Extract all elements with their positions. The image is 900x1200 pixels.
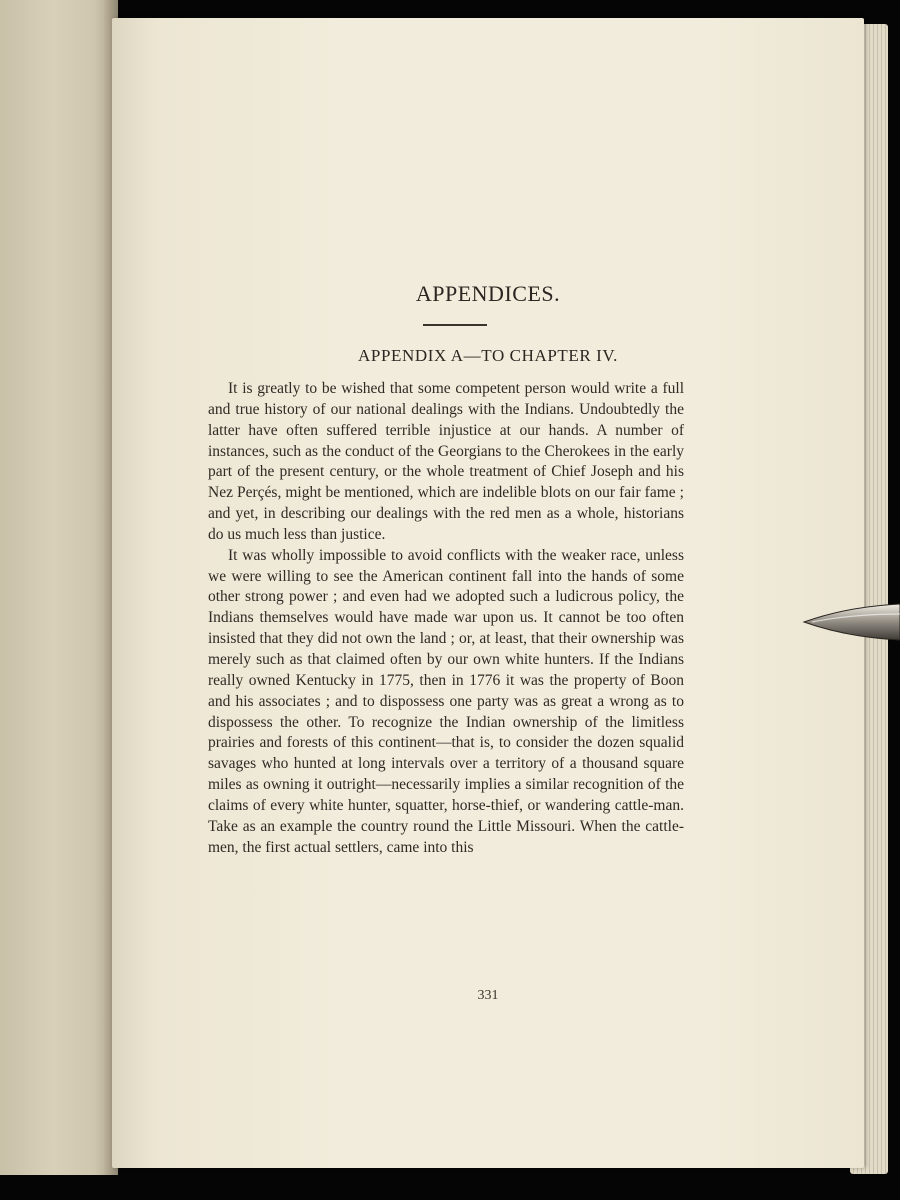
paragraph-2: It was wholly impossible to avoid conflicts with the weaker race, unless we were willing to see the American continent fall into the hands of some other strong power ; and even had we adopted such a ludicrous policy, the Indians themselves would have made war upon us. It cannot be too often insisted that they did not own the land ; or, at least, that their ownership was merely such as that claimed often by our own white hunters. If the Indians really owned Kentucky in 1775, then in 1776 it was the property of Boon and his associates ; and to dispossess one party was as great a wrong as to dispossess the other. To recognize the Indian ownership of the limitless prairies and forests of this continent—that is, to consider the dozen squalid savages who hunted at long intervals over a territory of a thousand square miles as owning it outright—necessarily implies a similar recognition of the claims of every white hunter, squatter, horse-thief, or wandering cattle-man. Take as an example the country round the Little Missouri. When the cattle-men, the first actual settlers, came into this [208, 546, 684, 856]
page-number: 331 [477, 988, 499, 1003]
page-heading: APPENDICES. [415, 281, 561, 306]
heading-rule [423, 324, 487, 326]
left-page [0, 0, 118, 1175]
paragraph-1: It is greatly to be wished that some competent person would write a full and true history of our national dealings with the Indians. Undoubtedly the latter have often suffered terrible injustice at our hands. A number of instances, such as the conduct of the Georgians to the Cherokees in the early part of the present century, or the whole treatment of Chief Joseph and his Nez Perçés, might be mentioned, which are indelible blots on our fair fame ; and yet, in describing our dealings with the red men as a whole, historians do us much less than justice. [208, 380, 684, 543]
appendix-title: APPENDIX A—TO CHAPTER IV. [358, 346, 618, 365]
bookmark-knife-icon [802, 600, 900, 642]
body-text [208, 379, 684, 858]
book-page [112, 18, 864, 1168]
